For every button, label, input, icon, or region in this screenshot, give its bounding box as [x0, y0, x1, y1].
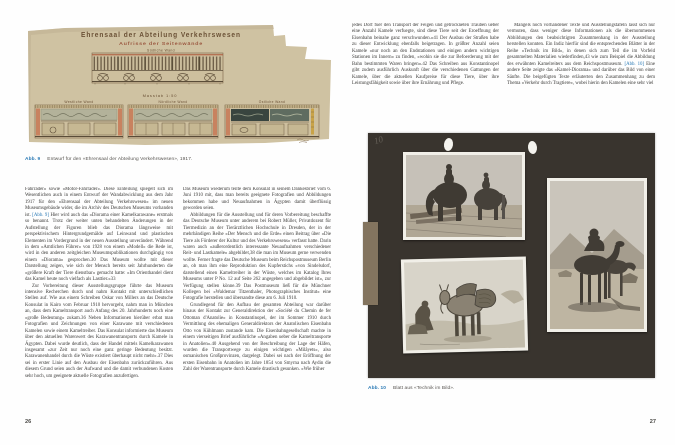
- punch-hole: [527, 141, 537, 155]
- body-paragraph: [25, 187, 173, 284]
- photo-camel-rider: [547, 178, 647, 332]
- paragraph-text: Eine andere Seite zeigte das «Kamel-Diorama» und darüber das Bild von einer Sänfte. Die beigefügten Texte erläuterten den Zusammenhang zu dem Thema «Verkehr durch Tragtiere», wobei hierin den Kamelen eine sehr viel: [507, 61, 655, 86]
- drawing-title: Ehrensaal der Abteilung Verkehrswesen: [81, 32, 241, 39]
- photo-pack-animal-engraving: [401, 256, 528, 353]
- body-paragraph: Das Museum wiederum teilte dem Konsulat in seinem Dankesbrief vom 6. Juni 1910 mit, dass man bereits geeignete Fotografien und Abbildungen bekommen habe und Neuaufnahmen in Ägypten damit überflüssig geworden seien.: [183, 187, 331, 212]
- elevation-east-wall: [225, 100, 319, 138]
- svg-text:Nördliche Wand: Nördliche Wand: [158, 100, 188, 104]
- page-number-right: 27: [649, 419, 656, 425]
- caption-abb9: [25, 157, 331, 162]
- caption-abb10-label: Abb. 10: [368, 386, 387, 391]
- body-paragraph: Grundlegend für den Aufbau der gesamten Abteilung war darüber hinaus der Kontakt zur Generaldirektion der «Société du Chemin de fer Ottoman d'Anatolie» in Konstantinopel, der im Sommer 1910 durch Vermittlung des ehemaligen Generaldirektors der Anatolischen Eisenbahn Otto von Kühlmann zustande kam. Die Eisenbahngesellschaft machte in einem vierseitigen Brief ausführliche «Angaben ueber die Kameltransporte in Anatolien».40 Ausgehend von der Beschreibung der Lage der Häfen, wurden die Transportwege zu einigen wichtigen «Milâyets», also osmanischen Großprovinzen, dargelegt. Dabei sei nach der Eröffnung der ersten Eisenbahn in Anatolien im Jahre 1854 von Smyrna nach Aydin die Zahl der Warentransporte durch Kamele drastisch gesunken. «Wie früher: [183, 302, 331, 373]
- left-page-column-1: [25, 187, 173, 421]
- body-paragraph: jedes Dorf fuer den Transport der Feigen und getrockneten Trauben ueber eine Anzahl Kamele verfuegte, sind diese Tiere seit der Eroeffnung der Eisenbahn beinahe ganz verschwunden.»41 Der Ausbau der Straßen habe zu dieser Entwicklung ebenfalls beigetragen. In größter Anzahl seien Kamele «nur noch an den Endstationen und einigen andern wichtigen Stationen im Innern» zu finden, «wohin sie die zur Befoerderung mit der Bahn bestimmten Waren bringen».42 Das Schreiben aus Konstantinopel gibt zudem ausführlich Auskunft über die verschiedenen Gattungen der Kamele, über die aktuellen Kaufpreise für diese Tiere, über ihre Leistungsfähigkeit sowie über ihre Ernährung und Pflege.: [352, 23, 499, 86]
- elevation-north-wall: [128, 100, 218, 138]
- album-handwritten-number: 10: [372, 133, 385, 147]
- page-number-left: 26: [25, 419, 32, 425]
- drawing-label-south-wall: Südliche Wand: [147, 48, 175, 53]
- elevation-south-wall: [92, 53, 223, 85]
- figure-reference-abb9: [Abb. 9]: [32, 212, 49, 218]
- caption-abb10-text: Blatt aus «Technik im Bild».: [393, 386, 455, 391]
- svg-text:Östliche Wand: Östliche Wand: [258, 100, 286, 104]
- caption-abb9-label: Abb. 9: [25, 157, 41, 162]
- figure-abb9-drawing: [25, 20, 333, 152]
- photo-elephants-timber: [403, 152, 525, 240]
- body-paragraph: Zur Vorbereitung dieser Ausstellungsgruppe führte das Museum intensive Recherchen durch und nahm Kontakt mit unterschiedlichen Stellen auf. Wie aus einem Schreiben Oskar von Millers an das Deutsche Konsulat in Kairo vom Februar 1910 hervorgeht, nahm man in München an, dass dem Kameltransport auch Anfang des 20. Jahrhunderts noch eine «große Bedeutung» zukam.36 Neben Informationen hierüber erbat man Fotografien und Zeichnungen von einer Karawane mit verschiedenen Kamelen sowie einem Kameltreiber. Das Konsulat informierte das Museum über den aktuellen Warenwert des Karawanentransports durch Kamele in Ägypten. Dabei wurde deutlich, dass der Handel mittels Kamelkarawanen insgesamt «zur Zeit nur noch eine ganz geringe Bedeutung besitzt. Karawanenhandel durch die Wüste existiert überhaupt nicht mehr».37 Dies sei in erster Linie auf den Ausbau der Eisenbahn zurückzuführen. Aus diesem Grund seien auch der Aufwand und die damit verbundenen Kosten sehr hoch, um geeignete aktuelle Fotografien anzufertigen.: [25, 283, 173, 379]
- paragraph-text: Mangels noch vorhandener Texte und Ausstellungstafeln lässt sich nur vermuten, dass weniger diese Informationen als die übernommenen Abbildungen den beabsichtigten Zusammenhang in der Ausstellung herstellen konnten. Ein Indiz hierfür sind die entsprechenden Blätter in der Reihe «Technik im Bild», in denen sich zum Teil die im Vorfeld gesammelten Materialien wiederfinden,43 wie zum Beispiel die Abbildung des erwähnten Kamelreiters aus dem Reichspostmuseum.: [507, 23, 655, 67]
- body-paragraph: [507, 23, 655, 87]
- caption-abb10: [368, 386, 655, 391]
- caption-abb9-text: Entwurf für den «Ehrensaal der Abteilung Verkehrswesen», 1917.: [47, 157, 193, 162]
- left-page-column-2: [183, 187, 331, 421]
- figure-reference-abb10: [Abb. 10]: [624, 61, 645, 67]
- body-paragraph: Abbildungen für die Ausstellung und für deren Vorbereitung beschaffte das Deutsche Museum unter anderem bei Robert Müller, Privatdozent für Tiermedizin an der Tierärztlichen Hochschule in Dresden, der in der mehrbändigen Reihe «Der Mensch und die Erde» einen Beitrag über «Die Tiere als Förderer der Kultur und des Verkehrswesens» verfasst hatte. Darin waren auch «außerordentlich interessante Neuaufnahmen verschiedener Reit- und Lastkamele» abgebildet,38 die man im Museum gerne verwenden wollte. Ferner fragte das Deutsche Museum beim Reichspostmuseum Berlin an, ob man ihm eine Reproduktion des Kupferstichs «von Sindelsdorf, darstellend einen Kameltreiber in der Wüste, welches im Katalog Ihres Museums unter P No. 12 auf Seite 262 angegeben und abgebildet ist», zur Verfügung stellen könne.39 Das Postmuseum ließ für die Münchner Kollegen bei «Waldemar Titzenthaler, Photographisches Institut» eine Fotografie herstellen und übersandte diese am 6. Juli 1910.: [183, 212, 331, 302]
- paragraph-text: Fahrräder» sowie «Motor-Fahrräder». Diese Einteilung spiegelt sich im Wesentlichen auch in einem Entwurf der Wandabwicklung aus dem Jahr 1917 für den «Ehrensaal der Abteilung Verkehrswesen» im neuen Museumsgebäude wider, die im Archiv des Deutschen Museums vorhanden ist.: [25, 187, 173, 218]
- paragraph-text: Hier wird auch das «Diorama einer Kamelkarawane» erstmals so benannt. Trotz der weiter unten behandelten Änderungen in der Aufstellung der Figuren blieb das Diorama längsweise mit perspektivischem Hintergrundgemälde auf Leinwand und plastischen Elementen im Vordergrund in der neuen Ausstellung unverändert. Während in dem «Amtlichen Führer» von 1928 von einem «Modell» die Rede ist, wird in den anderen zeitgleichen Museumspublikationen durchgängig von einem «Diorama» gesprochen.30 Das Museum wollte mit dieser Darstellung zeigen, wie sich der Mensch bereits seit Jahrhunderten die «größere Kraft der Tiere dienstbar» gemacht hatte: «Im Orienthandel dient das Kamel heute noch vielfach als Lasttier.»33: [25, 212, 173, 283]
- svg-text:Westliche Wand: Westliche Wand: [64, 100, 94, 104]
- drawing-subtitle: Aufrisse der Seitenwände: [119, 41, 203, 46]
- figure-abb10-album-sheet: [368, 133, 655, 378]
- underlying-album-page-edge: [363, 222, 378, 305]
- elevation-west-wall: [35, 100, 123, 138]
- drawing-scale-label: Masstab 1:50: [142, 93, 178, 98]
- punch-hole: [443, 137, 454, 151]
- architectural-drawing: [25, 20, 333, 152]
- right-page-column-2: [507, 23, 655, 125]
- right-page-column-1: [352, 23, 499, 115]
